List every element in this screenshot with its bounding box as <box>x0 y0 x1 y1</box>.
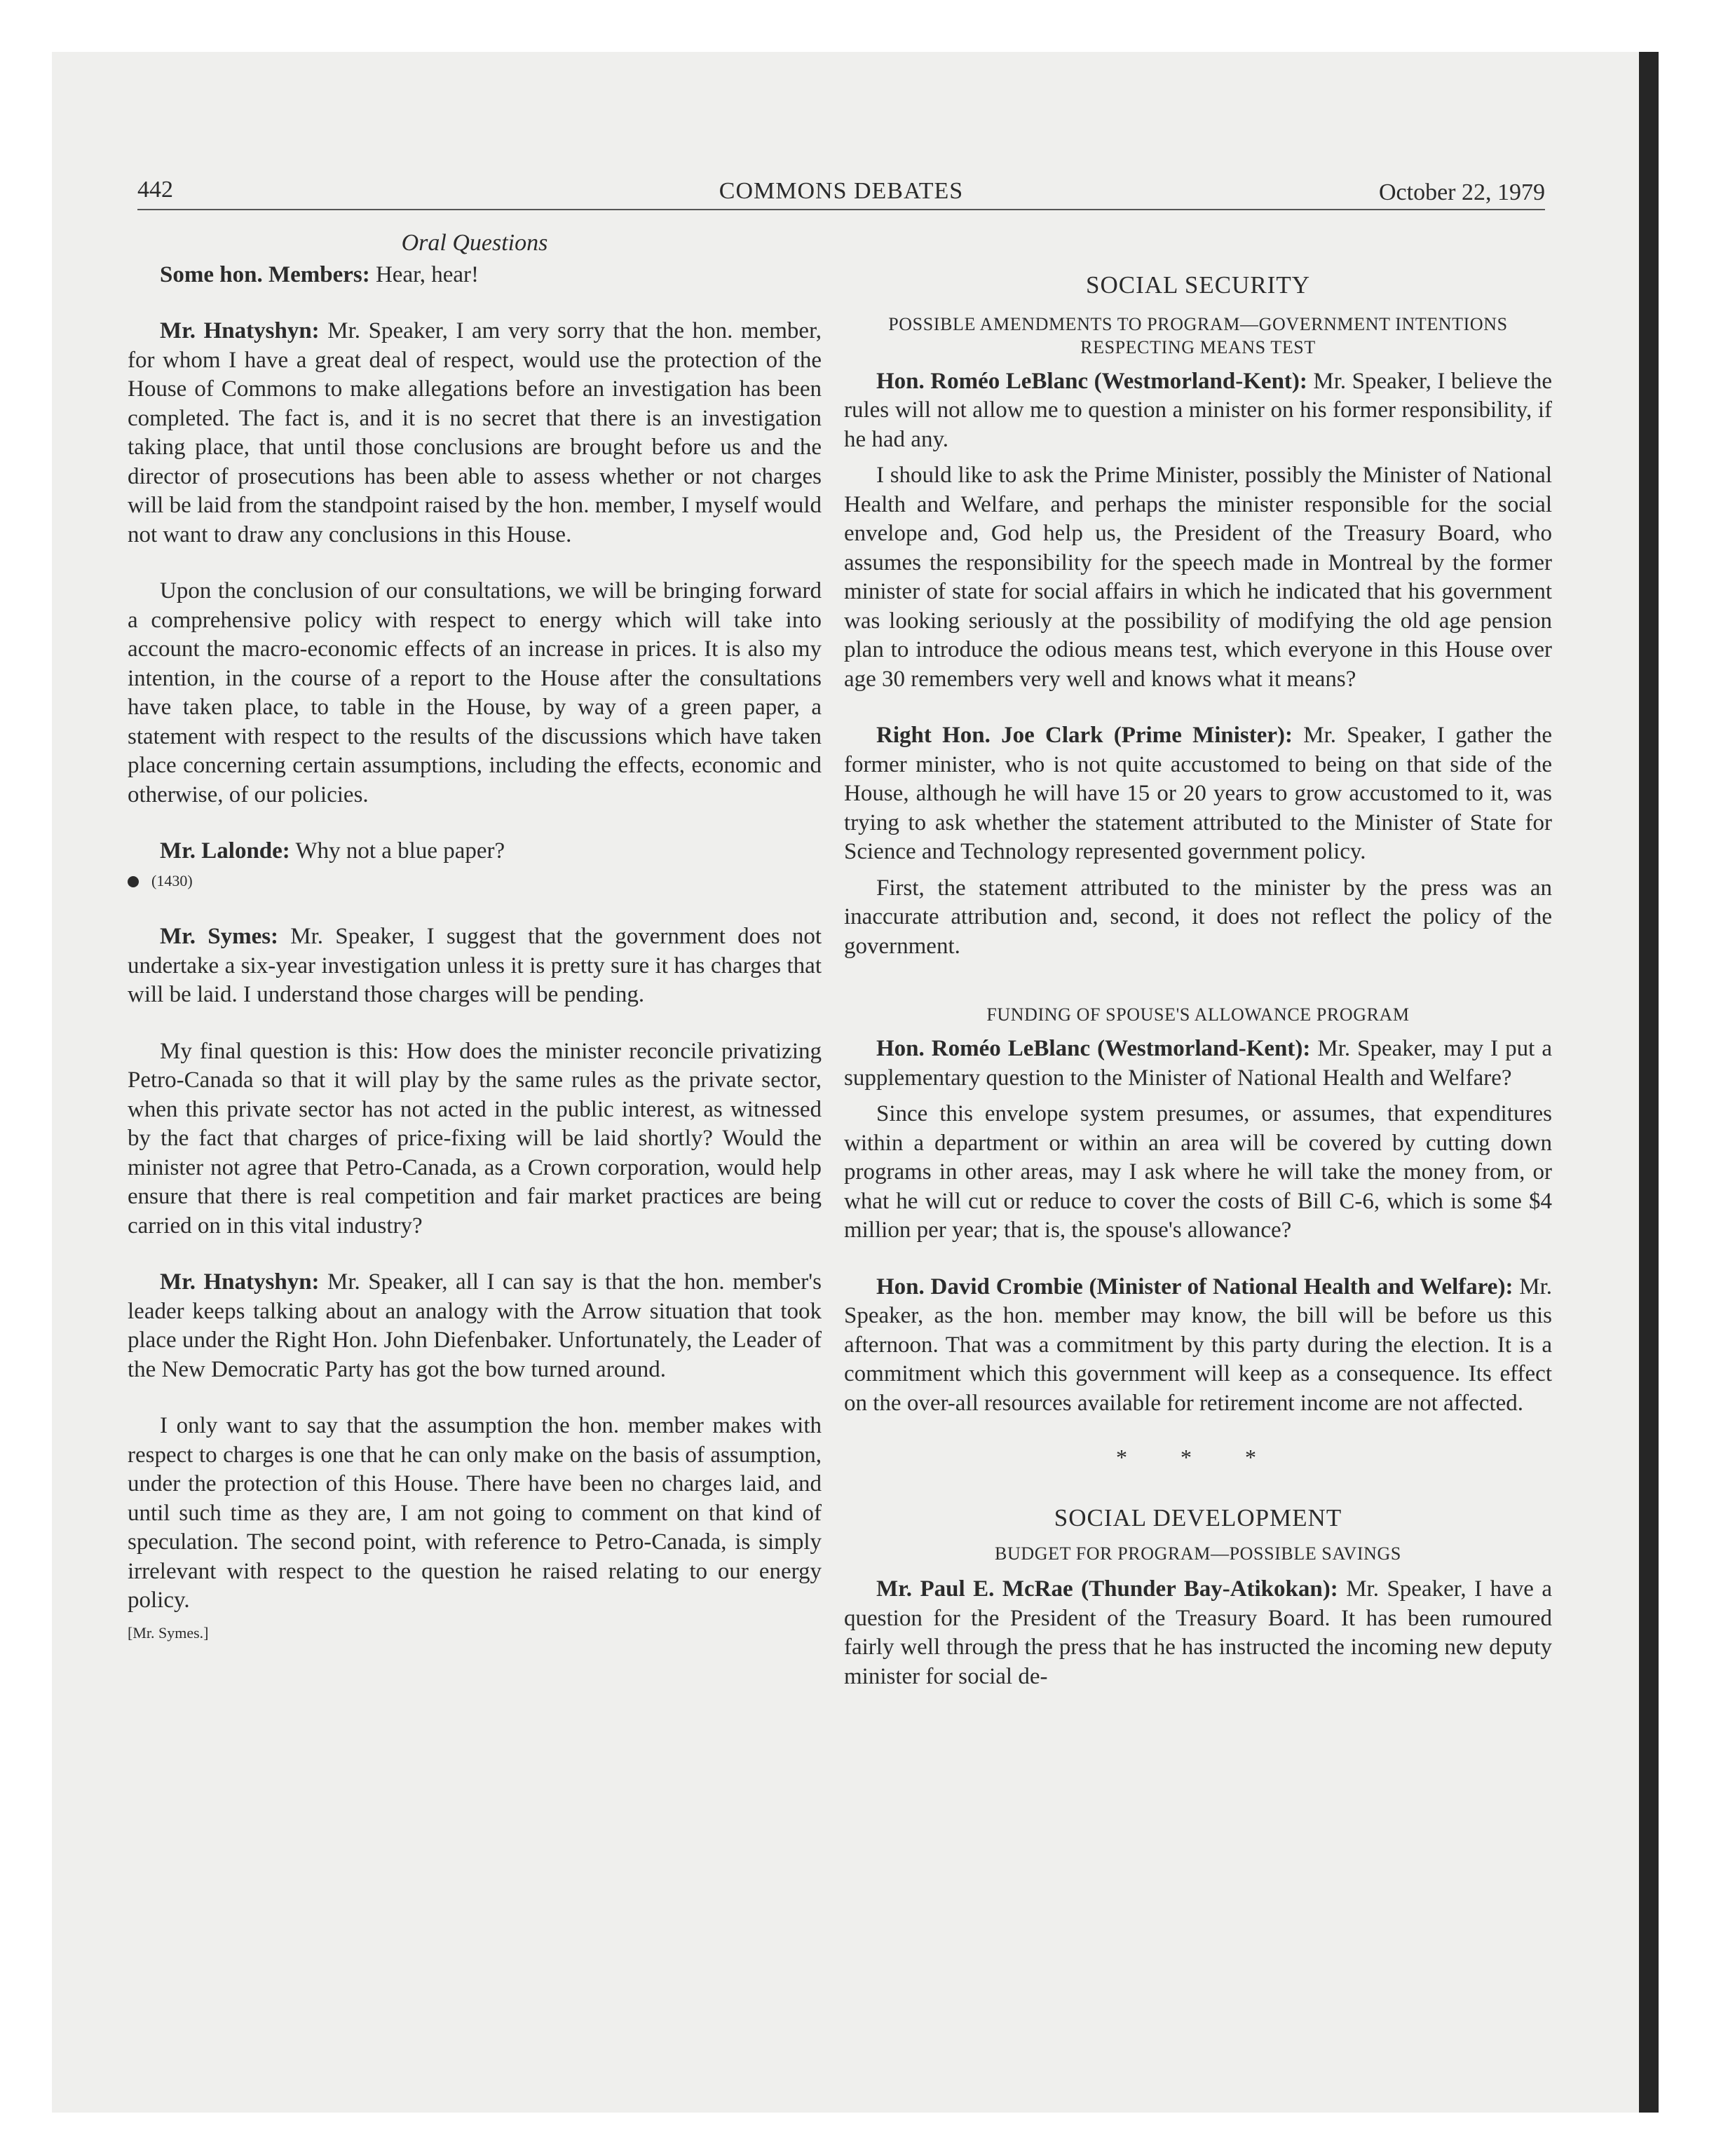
speech-text: Hear, hear! <box>369 261 479 287</box>
paragraph <box>844 721 1552 867</box>
speaker-name: Mr. Symes: <box>160 924 279 949</box>
speech-text: Mr. Speaker, as the hon. member may know, the bill will be before us this afternoon. That was a commitment by this party during the election. It is a commitment which this government will keep as a consequence. Its effect on the over-all resources available for retirement income are not affected. <box>844 1274 1552 1416</box>
right-column <box>844 223 1552 1691</box>
time-stamp: (1430) <box>151 871 193 889</box>
speaker-name: Hon. Roméo LeBlanc (Westmorland-Kent): <box>876 368 1307 394</box>
speaker-name: Mr. Lalonde: <box>160 838 290 864</box>
paragraph <box>128 837 822 866</box>
paragraph <box>844 1035 1552 1093</box>
speech-text: Mr. Speaker, I gather the former minister, who is not quite accustomed to being on that side of the House, although he will have 15 or 20 years to grow accustomed to it, was trying to ask whether the statement attributed to the Minister of State for Science and Technology represented government policy. <box>844 723 1552 864</box>
paragraph: Since this envelope system presumes, or assumes, that expenditures within a department or within an area will be covered by cutting down programs in other areas, may I ask where he will take the money from, or what he will cut or reduce to cover the costs of Bill C-6, which is some $4 million per year; that is, the spouse's allowance? <box>844 1101 1552 1243</box>
section-label: Oral Questions <box>401 230 548 256</box>
paragraph: I should like to ask the Prime Minister, possibly the Minister of National Health and Welfare, and perhaps the minister responsible for the social envelope and, God help us, the President of the Treasury Board, who assumes the responsibility for the speech made in Montreal by the former minister of state for social affairs in which he indicated that his government was looking seriously at the possibility of modifying the old age pension plan to introduce the odious means test, which everyone in this House over age 30 remembers very well and knows what it means? <box>844 463 1552 692</box>
page-date: October 22, 1979 <box>1378 179 1545 205</box>
speaker-name: Right Hon. Joe Clark (Prime Minister): <box>876 723 1293 748</box>
speaker-name: Mr. Hnatyshyn: <box>160 318 320 343</box>
speaker-name: Mr. Hnatyshyn: <box>160 1269 320 1295</box>
speech-text: Mr. Speaker, I have a question for the President of the Treasury Board. It has been rumoured fairly well through the press that he has instructed the incoming new deputy minister for social de- <box>844 1576 1552 1689</box>
paragraph <box>844 1575 1552 1691</box>
publication-title: COMMONS DEBATES <box>719 178 964 204</box>
speech-text: Mr. Speaker, all I can say is that the hon. member's leader keeps talking about an analogy with the Arrow situation that took place under the Right Hon. John Diefenbaker. Unfortunately, the Leader of the New Democratic Party has got the bow turned around. <box>128 1269 822 1382</box>
paragraph <box>128 922 822 1010</box>
footnote: [Mr. Symes.] <box>128 1623 209 1642</box>
left-column <box>128 223 822 1647</box>
section-separator: * * * <box>1116 1445 1280 1470</box>
speaker-name: Hon. David Crombie (Minister of National Health and Welfare): <box>876 1274 1513 1299</box>
subheading: POSSIBLE AMENDMENTS TO PROGRAM—GOVERNMENT INTENTIONS RESPECTING MEANS TEST <box>888 313 1508 357</box>
subheading: BUDGET FOR PROGRAM—POSSIBLE SAVINGS <box>995 1543 1401 1564</box>
paragraph <box>128 261 822 290</box>
paragraph <box>128 317 822 550</box>
page-header <box>137 177 1545 210</box>
bullet-icon <box>128 876 139 887</box>
speaker-name: Hon. Roméo LeBlanc (Westmorland-Kent): <box>876 1036 1311 1061</box>
paragraph: Upon the conclusion of our consultations, we will be bringing forward a comprehensive policy with respect to energy which will take into account the macro-economic effects of an increase in prices. It is also my intention, in the course of a report to the House after the consultations have taken place, to table in the House, by way of a green paper, a statement with respect to the results of the discussions which have taken place concerning certain assumptions, including the effects, economic and otherwise, of our policies. <box>128 578 822 807</box>
page-number: 442 <box>137 177 173 203</box>
speaker-name: Some hon. Members: <box>160 261 370 287</box>
scan-binding-edge <box>1639 52 1659 2113</box>
time-marker <box>128 866 822 896</box>
speaker-name: Mr. Paul E. McRae (Thunder Bay-Atikokan): <box>876 1576 1338 1602</box>
paragraph <box>844 367 1552 455</box>
section-heading: SOCIAL DEVELOPMENT <box>1054 1503 1342 1531</box>
speech-text: Mr. Speaker, I suggest that the government does not undertake a six-year investigation unless it is pretty sure it has charges that will be laid. I understand those charges will be pending. <box>128 924 822 1007</box>
section-heading: SOCIAL SECURITY <box>1086 271 1310 299</box>
paragraph <box>844 1273 1552 1419</box>
subheading: FUNDING OF SPOUSE'S ALLOWANCE PROGRAM <box>986 1004 1410 1025</box>
paragraph: My final question is this: How does the minister reconcile privatizing Petro-Canada so that it will play by the same rules as the private sector, when this private sector has not acted in the public interest, as witnessed by the fact that charges of price-fixing will be laid shortly? Would the minister not agree that Petro-Canada, as a Crown corporation, would help ensure that there is real competition and fair market practices are being carried on in this vital industry? <box>128 1038 822 1239</box>
paragraph: First, the statement attributed to the minister by the press was an inaccurate attribution and, second, it does not reflect the policy of the government. <box>844 875 1552 959</box>
speech-text: Mr. Speaker, I believe the rules will not allow me to question a minister on his former responsibility, if he had any. <box>844 368 1552 452</box>
paragraph: I only want to say that the assumption the hon. member makes with respect to charges is one that he can only make on the basis of assumption, under the protection of this House. There have been no charges laid, and until such time as they are, I am not going to comment on that kind of speculation. The second point, with reference to Petro-Canada, is simply irrelevant with respect to the question he raised relating to our energy policy. <box>128 1413 822 1613</box>
paragraph <box>128 1268 822 1384</box>
speech-text: Mr. Speaker, may I put a supplementary question to the Minister of National Health and Welfare? <box>844 1036 1552 1091</box>
speech-text: Mr. Speaker, I am very sorry that the hon. member, for whom I have a great deal of respect, would use the protection of the House of Commons to make allegations before an investigation has been completed. The fact is, and it is no secret that there is an investigation taking place, that until those conclusions are brought before us and the director of prosecutions has been able to assess whether or not charges will be laid from the standpoint raised by the hon. member, I myself would not want to draw any conclusions in this House. <box>128 318 822 547</box>
speech-text: Why not a blue paper? <box>290 838 505 864</box>
